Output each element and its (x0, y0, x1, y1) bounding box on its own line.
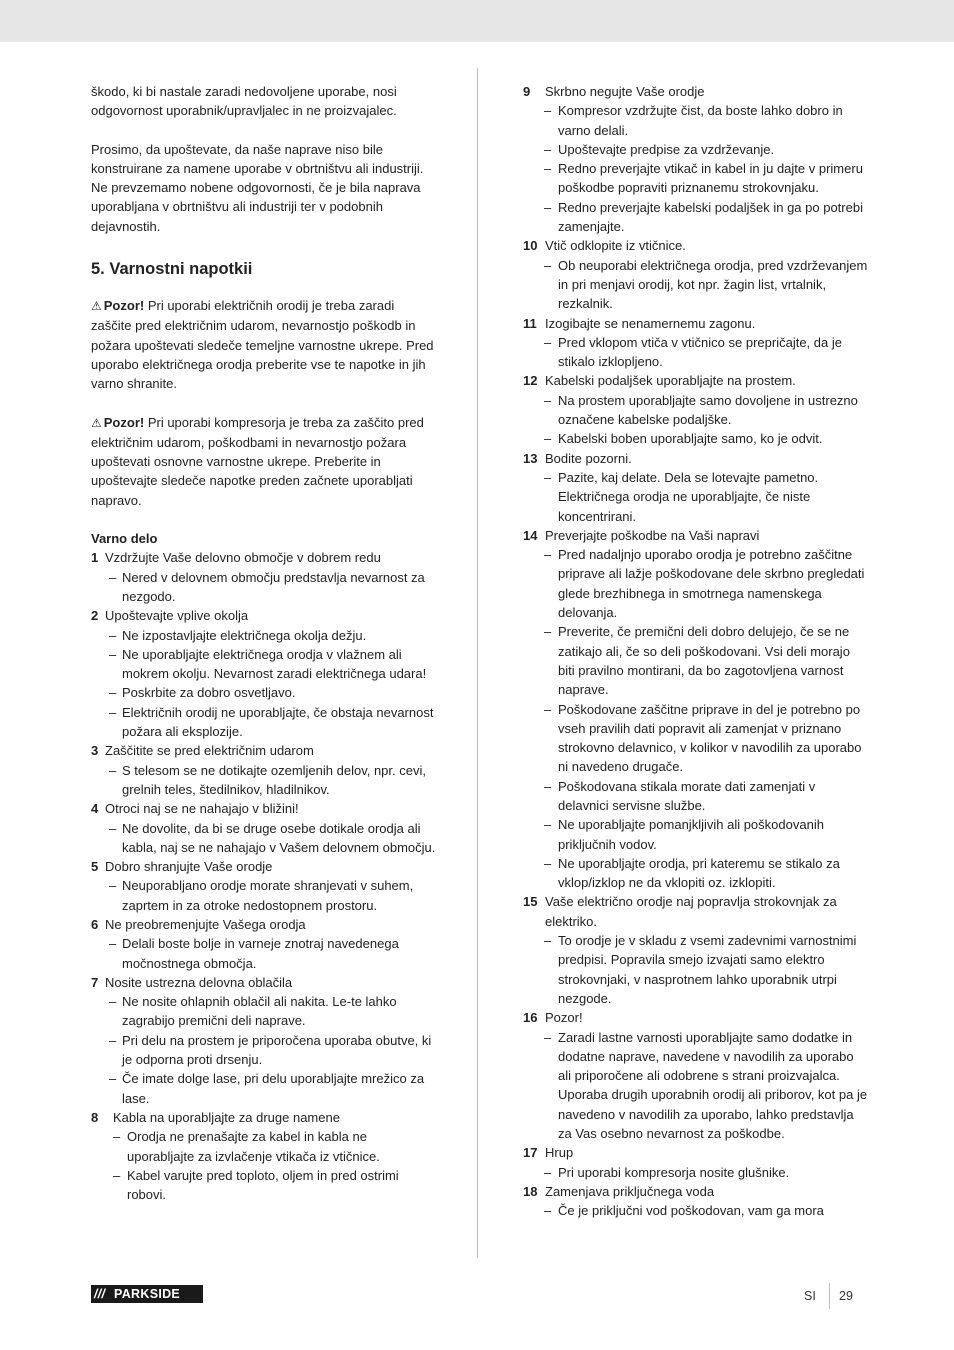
item-title: Otroci naj se ne nahajajo v bližini! (105, 801, 299, 817)
list-subitem (523, 777, 868, 816)
section-heading: 5. Varnostni napotkii (91, 260, 253, 279)
subitem-text: Upoštevajte predpise za vzdrževanje. (558, 141, 775, 157)
item-title: Vaše električno orodje naj popravlja strokovnjak za elektriko. (545, 894, 837, 929)
list-subitem (523, 140, 868, 159)
list-subitem (523, 391, 868, 430)
subitem-text: Zaradi lastne varnosti uporabljajte samo dodatke in dodatne naprave, navedene v navodilih za uporabo ali priporočene ali odobrene s strani proizvajalca. Uporaba drugih uporabnih orodij ali priborov, kot pa je navedeno v navodilih za uporabo, lahko predstavlja za Vas osebno nevarnost za poškodbe. (558, 1029, 868, 1142)
subitem-text: Kabel varujte pred toploto, oljem in pred ostrimi robovi. (127, 1167, 399, 1203)
warning-label: Pozor! (103, 298, 145, 314)
list-subitem (91, 1031, 436, 1070)
list-subitem (91, 645, 436, 684)
subitem-text: Ne uporabljajte orodja, pri kateremu se stikalo za vklop/izklop ne da vklopiti oz. izklopiti. (558, 855, 840, 891)
list-subitem (523, 1028, 868, 1144)
item-title: Skrbno negujte Vaše orodje (545, 84, 705, 99)
subitem-text: To orodje je v skladu z vsemi zadevnimi varnostnimi predpisi. Popravila smejo izvajati samo elektro strokovnjaki, v nasprotnem lahko uporabnik utrpi nezgode. (558, 933, 857, 1006)
list-subitem (523, 101, 868, 140)
list-subitem (91, 703, 436, 742)
subheading-safe-work: Varno delo (91, 531, 158, 547)
item-number: 6 (91, 916, 99, 932)
item-title: Nosite ustrezna delovna oblačila (105, 974, 293, 990)
item-number: 9 (523, 84, 531, 99)
list-item (523, 82, 868, 101)
list-subitem (91, 819, 436, 858)
subitem-text: Kabelski boben uporabljajte samo, ko je odvit. (558, 431, 823, 447)
dash-bullet-icon: – (544, 1029, 552, 1045)
list-subitem (523, 159, 868, 198)
list-item (91, 548, 436, 567)
dash-bullet-icon: – (113, 1167, 121, 1183)
warning-label: Pozor! (103, 414, 145, 430)
list-subitem (523, 931, 868, 1008)
subitem-text: Pri uporabi kompresorja nosite glušnike. (558, 1164, 790, 1180)
dash-bullet-icon: – (544, 257, 552, 273)
subitem-text: Poskrbite za dobro osvetljavo. (122, 685, 296, 701)
language-code: SI (804, 1289, 816, 1303)
item-title: Pozor! (545, 1010, 583, 1026)
list-item (523, 314, 868, 333)
page-number: 29 (839, 1289, 853, 1303)
paragraph-commercial-use: Prosimo, da upoštevate, da naše naprave niso bile konstruirane za namene uporabe v obrtništvu ali industriji. Ne prevzemamo nobene odgovornosti, če je bila naprava uporabljana v obrtništvu ali industriji ter v podobnih dejavnostih. (91, 141, 424, 234)
list-item (523, 371, 868, 390)
item-title: Preverjajte poškodbe na Vaši napravi (545, 527, 760, 543)
item-title: Vtič odklopite iz vtičnice. (545, 238, 686, 254)
item-title: Ne preobremenjujte Vašega orodja (105, 916, 306, 932)
dash-bullet-icon: – (109, 762, 117, 778)
dash-bullet-icon: – (109, 994, 117, 1010)
subitem-text: Pri delu na prostem je priporočena uporaba obutve, ki je odporna proti drsenju. (122, 1032, 432, 1068)
item-number: 17 (523, 1145, 538, 1161)
list-item (91, 606, 436, 625)
subitem-text: Redno preverjajte vtikač in kabel in ju dajte v primeru poškodbe popraviti priznanemu strokovnjaku. (558, 161, 863, 196)
item-title: Bodite pozorni. (545, 450, 632, 466)
warning-compressor (91, 413, 436, 510)
item-number: 5 (91, 859, 99, 875)
dash-bullet-icon: – (544, 624, 552, 640)
subitem-text: Če je priključni vod poškodovan, vam ga mora (558, 1203, 824, 1219)
dash-bullet-icon: – (544, 199, 552, 215)
brand-name: PARKSIDE (114, 1287, 181, 1301)
list-item (91, 973, 436, 992)
subitem-text: Redno preverjajte kabelski podaljšek in ga po potrebi zamenjajte. (558, 199, 863, 235)
subitem-text: Nered v delovnem območju predstavlja nevarnost za nezgodo. (122, 569, 425, 604)
warning-text: Pri uporabi električnih orodij je treba zaradi zaščite pred električnim udarom, nevarnostjo poškodb in požara upoštevati sledeče temeljne varnostne ukrepe. Pred uporabo električnega orodja preberite vse te napotke in jih varno shranite. (91, 298, 434, 392)
item-title: Izogibajte se nenamernemu zagonu. (545, 315, 756, 331)
dash-bullet-icon: – (544, 1203, 552, 1219)
list-item (523, 236, 868, 255)
left-column (91, 82, 436, 1204)
subitem-text: Ne izpostavljajte električnega okolja dežju. (122, 627, 367, 643)
page-number-divider (829, 1283, 830, 1309)
dash-bullet-icon: – (544, 701, 552, 717)
subitem-text: Poškodovana stikala morate dati zamenjati v delavnici servisne službe. (558, 778, 816, 813)
dash-bullet-icon: – (544, 392, 552, 408)
dash-bullet-icon: – (544, 1164, 552, 1180)
list-item (91, 799, 436, 818)
list-subitem (523, 700, 868, 777)
list-subitem (523, 1201, 868, 1220)
list-subitem (523, 429, 868, 448)
safety-list-right (523, 82, 868, 1221)
subitem-text: Ne uporabljajte električnega orodja v vlažnem ali mokrem okolju. Nevarnost zaradi električnega udara! (122, 646, 427, 682)
dash-bullet-icon: – (544, 431, 552, 447)
list-item (91, 741, 436, 760)
subitem-text: Ne dovolite, da bi se druge osebe dotikale orodja ali kabla, naj se ne nahajajo v Vašem delovnem območju. (122, 820, 436, 855)
item-title: Vzdržujte Vaše delovno območje v dobrem redu (105, 550, 381, 566)
list-item (523, 892, 868, 931)
subitem-text: Kompresor vzdržujte čist, da boste lahko dobro in varno delali. (558, 103, 843, 138)
warning-triangle-icon: ⚠ (91, 415, 102, 430)
list-subitem (91, 761, 436, 800)
dash-bullet-icon: – (109, 569, 117, 585)
dash-bullet-icon: – (544, 855, 552, 871)
warning-tools (91, 296, 436, 393)
list-subitem (523, 1163, 868, 1182)
subitem-text: Ne nosite ohlapnih oblačil ali nakita. Le-te lahko zagrabijo premični deli naprave. (122, 994, 397, 1029)
list-item (523, 1008, 868, 1027)
list-subitem (523, 545, 868, 622)
item-title: Kabla na uporabljajte za druge namene (113, 1109, 340, 1125)
item-title: Upoštevajte vplive okolja (105, 608, 249, 624)
dash-bullet-icon: – (544, 141, 552, 157)
item-number: 16 (523, 1010, 538, 1026)
right-column (523, 82, 868, 1221)
subitem-text: S telesom se ne dotikajte ozemljenih delov, npr. cevi, grelnih teles, štedilnikov, hladilnikov. (122, 762, 426, 797)
dash-bullet-icon: – (109, 627, 117, 643)
list-subitem (523, 468, 868, 526)
dash-bullet-icon: – (109, 1032, 117, 1048)
item-number: 10 (523, 238, 538, 254)
subitem-text: Delali boste bolje in varneje znotraj navedenega močnostnega območja. (122, 936, 399, 971)
list-subitem (91, 1069, 436, 1108)
dash-bullet-icon: – (544, 547, 552, 563)
item-number: 13 (523, 450, 538, 466)
subitem-text: Na prostem uporabljajte samo dovoljene in ustrezno označene kabelske podaljške. (558, 392, 858, 428)
list-subitem (91, 683, 436, 702)
list-subitem (91, 992, 436, 1031)
list-subitem (523, 854, 868, 893)
list-item (523, 449, 868, 468)
item-number: 8 (91, 1109, 99, 1125)
list-subitem (91, 568, 436, 607)
item-number: 3 (91, 743, 99, 759)
list-item (91, 1108, 436, 1127)
subitem-text: Pazite, kaj delate. Dela se lotevajte pametno. Električnega orodja ne uporabljajte, če niste koncentrirani. (558, 469, 819, 524)
dash-bullet-icon: – (109, 704, 117, 720)
item-number: 18 (523, 1183, 538, 1199)
item-title: Zamenjava priključnega voda (545, 1183, 715, 1199)
list-subitem (91, 876, 436, 915)
logo-slashes-icon: /// (94, 1287, 106, 1301)
item-number: 15 (523, 894, 538, 910)
subitem-text: Poškodovane zaščitne priprave in del je potrebno po vseh pravilih dati popravit ali zamenjat v priznano strokovno delavnico, v kolikor v navodilih za uporabo ni navedeno drugače. (558, 701, 862, 775)
item-title: Hrup (545, 1145, 574, 1161)
item-number: 12 (523, 373, 538, 389)
list-subitem (523, 333, 868, 372)
list-subitem (523, 198, 868, 237)
dash-bullet-icon: – (544, 817, 552, 833)
list-subitem (91, 626, 436, 645)
dash-bullet-icon: – (113, 1129, 121, 1145)
subitem-text: Orodja ne prenašajte za kabel in kabla ne uporabljajte za izvlačenje vtikača iz vtičnice. (127, 1129, 380, 1164)
list-subitem (523, 256, 868, 314)
subitem-text: Neuporabljano orodje morate shranjevati v suhem, zaprtem in za otroke nedostopnem prostoru. (122, 878, 414, 913)
warning-text: Pri uporabi kompresorja je treba za zaščito pred električnim udarom, poškodbami in nevarnostjo požara upoštevati osnovne varnostne ukrepe. Preberite in upoštevajte sledeče napotke preden začnete uporabljati napravo. (91, 414, 424, 508)
dash-bullet-icon: – (109, 878, 117, 894)
list-subitem (91, 1166, 436, 1205)
dash-bullet-icon: – (544, 161, 552, 177)
item-number: 1 (91, 550, 99, 566)
dash-bullet-icon: – (109, 646, 117, 662)
subitem-text: Električnih orodij ne uporabljajte, če obstaja nevarnost požara ali eksplozije. (122, 704, 434, 740)
dash-bullet-icon: – (109, 820, 117, 836)
column-divider (477, 68, 478, 1258)
item-number: 7 (91, 974, 99, 990)
list-item (523, 1143, 868, 1162)
subitem-text: Če imate dolge lase, pri delu uporabljajte mrežico za lase. (122, 1071, 425, 1106)
list-item (523, 1182, 868, 1201)
brand-logo (91, 1285, 203, 1303)
subitem-text: Ne uporabljajte pomanjkljivih ali poškodovanih priključnih vodov. (558, 817, 824, 852)
list-subitem (523, 815, 868, 854)
subitem-text: Pred vklopom vtiča v vtičnico se prepričajte, da je stikalo izklopljeno. (558, 334, 842, 370)
list-item (91, 915, 436, 934)
dash-bullet-icon: – (109, 685, 117, 701)
header-bar (0, 0, 954, 42)
list-item (91, 857, 436, 876)
item-title: Zaščitite se pred električnim udarom (105, 743, 314, 759)
dash-bullet-icon: – (544, 469, 552, 485)
list-subitem (91, 934, 436, 973)
item-number: 2 (91, 608, 99, 624)
item-number: 14 (523, 527, 538, 543)
item-number: 11 (523, 315, 537, 331)
item-title: Kabelski podaljšek uporabljajte na prostem. (545, 373, 796, 389)
list-item (523, 526, 868, 545)
subitem-text: Preverite, če premični deli dobro delujejo, če se ne zatikajo ali, če so deli poškodovani. Vsi deli morajo biti pravilno montirani, da bo zagotovljena varnost naprave. (558, 624, 850, 698)
subitem-text: Pred nadaljnjo uporabo orodja je potrebno zaščitne priprave ali lažje poškodovane dele skrbno pregledati glede brezhibnega in smotrnega namenskega delovanja. (558, 547, 865, 621)
list-subitem (523, 622, 868, 699)
item-number: 4 (91, 801, 99, 817)
safety-list-left (91, 548, 436, 1204)
item-title: Dobro shranjujte Vaše orodje (105, 859, 273, 875)
paragraph-liability: škodo, ki bi nastale zaradi nedovoljene uporabe, nosi odgovornost uporabnik/upravljalec in ne proizvajalec. (91, 84, 397, 119)
dash-bullet-icon: – (109, 1071, 117, 1087)
dash-bullet-icon: – (544, 334, 552, 350)
dash-bullet-icon: – (544, 103, 552, 119)
subitem-text: Ob neuporabi električnega orodja, pred vzdrževanjem in pri menjavi orodij, kot npr. žagin list, vrtalnik, rezkalnik. (558, 257, 868, 312)
dash-bullet-icon: – (544, 933, 552, 949)
list-subitem (91, 1127, 436, 1166)
dash-bullet-icon: – (544, 778, 552, 794)
warning-triangle-icon: ⚠ (91, 299, 102, 314)
dash-bullet-icon: – (109, 936, 117, 952)
